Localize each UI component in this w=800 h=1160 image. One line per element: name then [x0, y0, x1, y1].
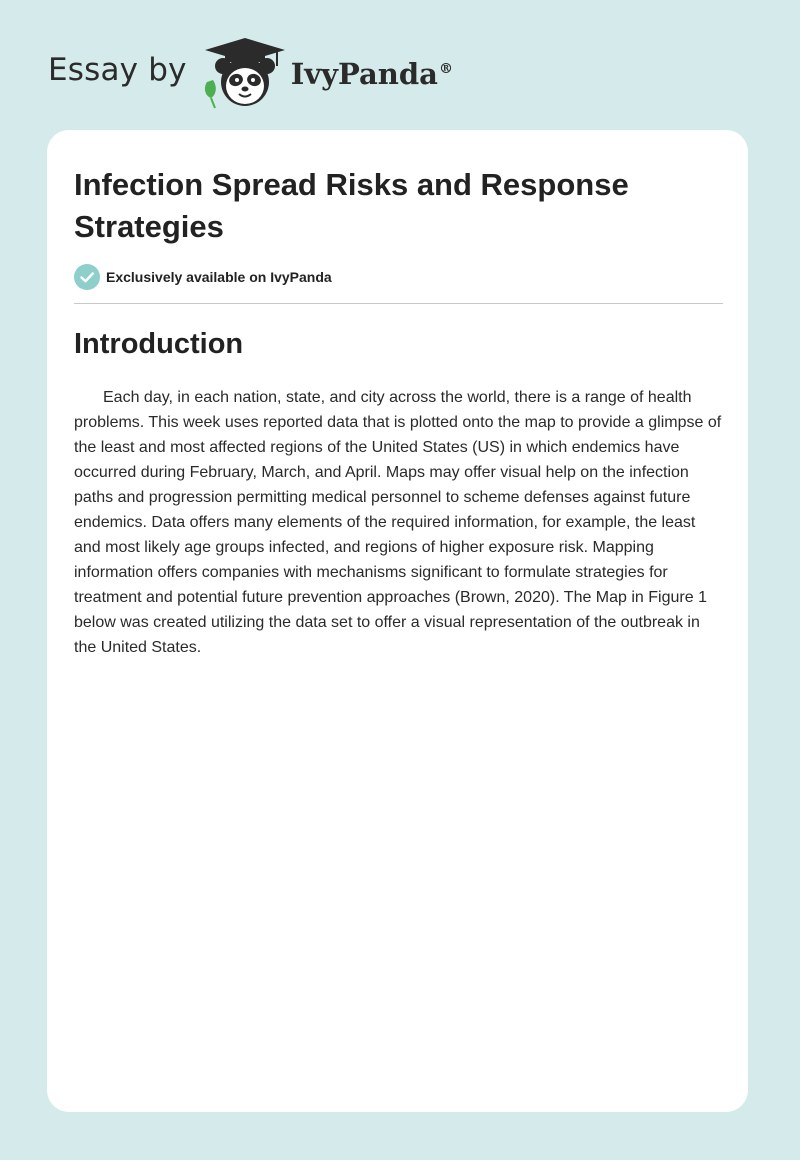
- brand-name-text: IvyPanda: [290, 57, 438, 91]
- essay-title: Infection Spread Risks and Response Strategies: [74, 167, 629, 244]
- exclusive-badge: [74, 264, 332, 290]
- panda-graduate-logo-icon[interactable]: [201, 36, 293, 110]
- site-header: [48, 36, 453, 110]
- essay-card: [47, 130, 748, 1112]
- exclusive-label: Exclusively available on IvyPanda: [106, 269, 332, 285]
- check-circle-icon: [74, 264, 100, 290]
- section-heading: Introduction: [74, 328, 244, 360]
- brand-name[interactable]: [291, 57, 453, 91]
- brand-prefix: Essay by: [48, 52, 187, 88]
- divider: [74, 303, 723, 304]
- intro-paragraph: Each day, in each nation, state, and city across the world, there is a range of health problems. This week uses reported data that is plotted onto the map to provide a glimpse of the least and most affected regions of the United States (US) in which endemics have occurred during February, March, and April. Maps may offer visual help on the infection paths and progression permitting medical personnel to scheme defenses against future endemics. Data offers many elements of the required information, for example, the least and most likely age groups infected, and regions of higher exposure risk. Mapping information offers companies with mechanisms significant to formulate strategies for treatment and potential future prevention approaches (Brown, 2020). The Map in Figure 1 below was created utilizing the data set to offer a visual representation of the outbreak in the United States.: [74, 389, 722, 656]
- registered-mark: ®: [438, 61, 453, 78]
